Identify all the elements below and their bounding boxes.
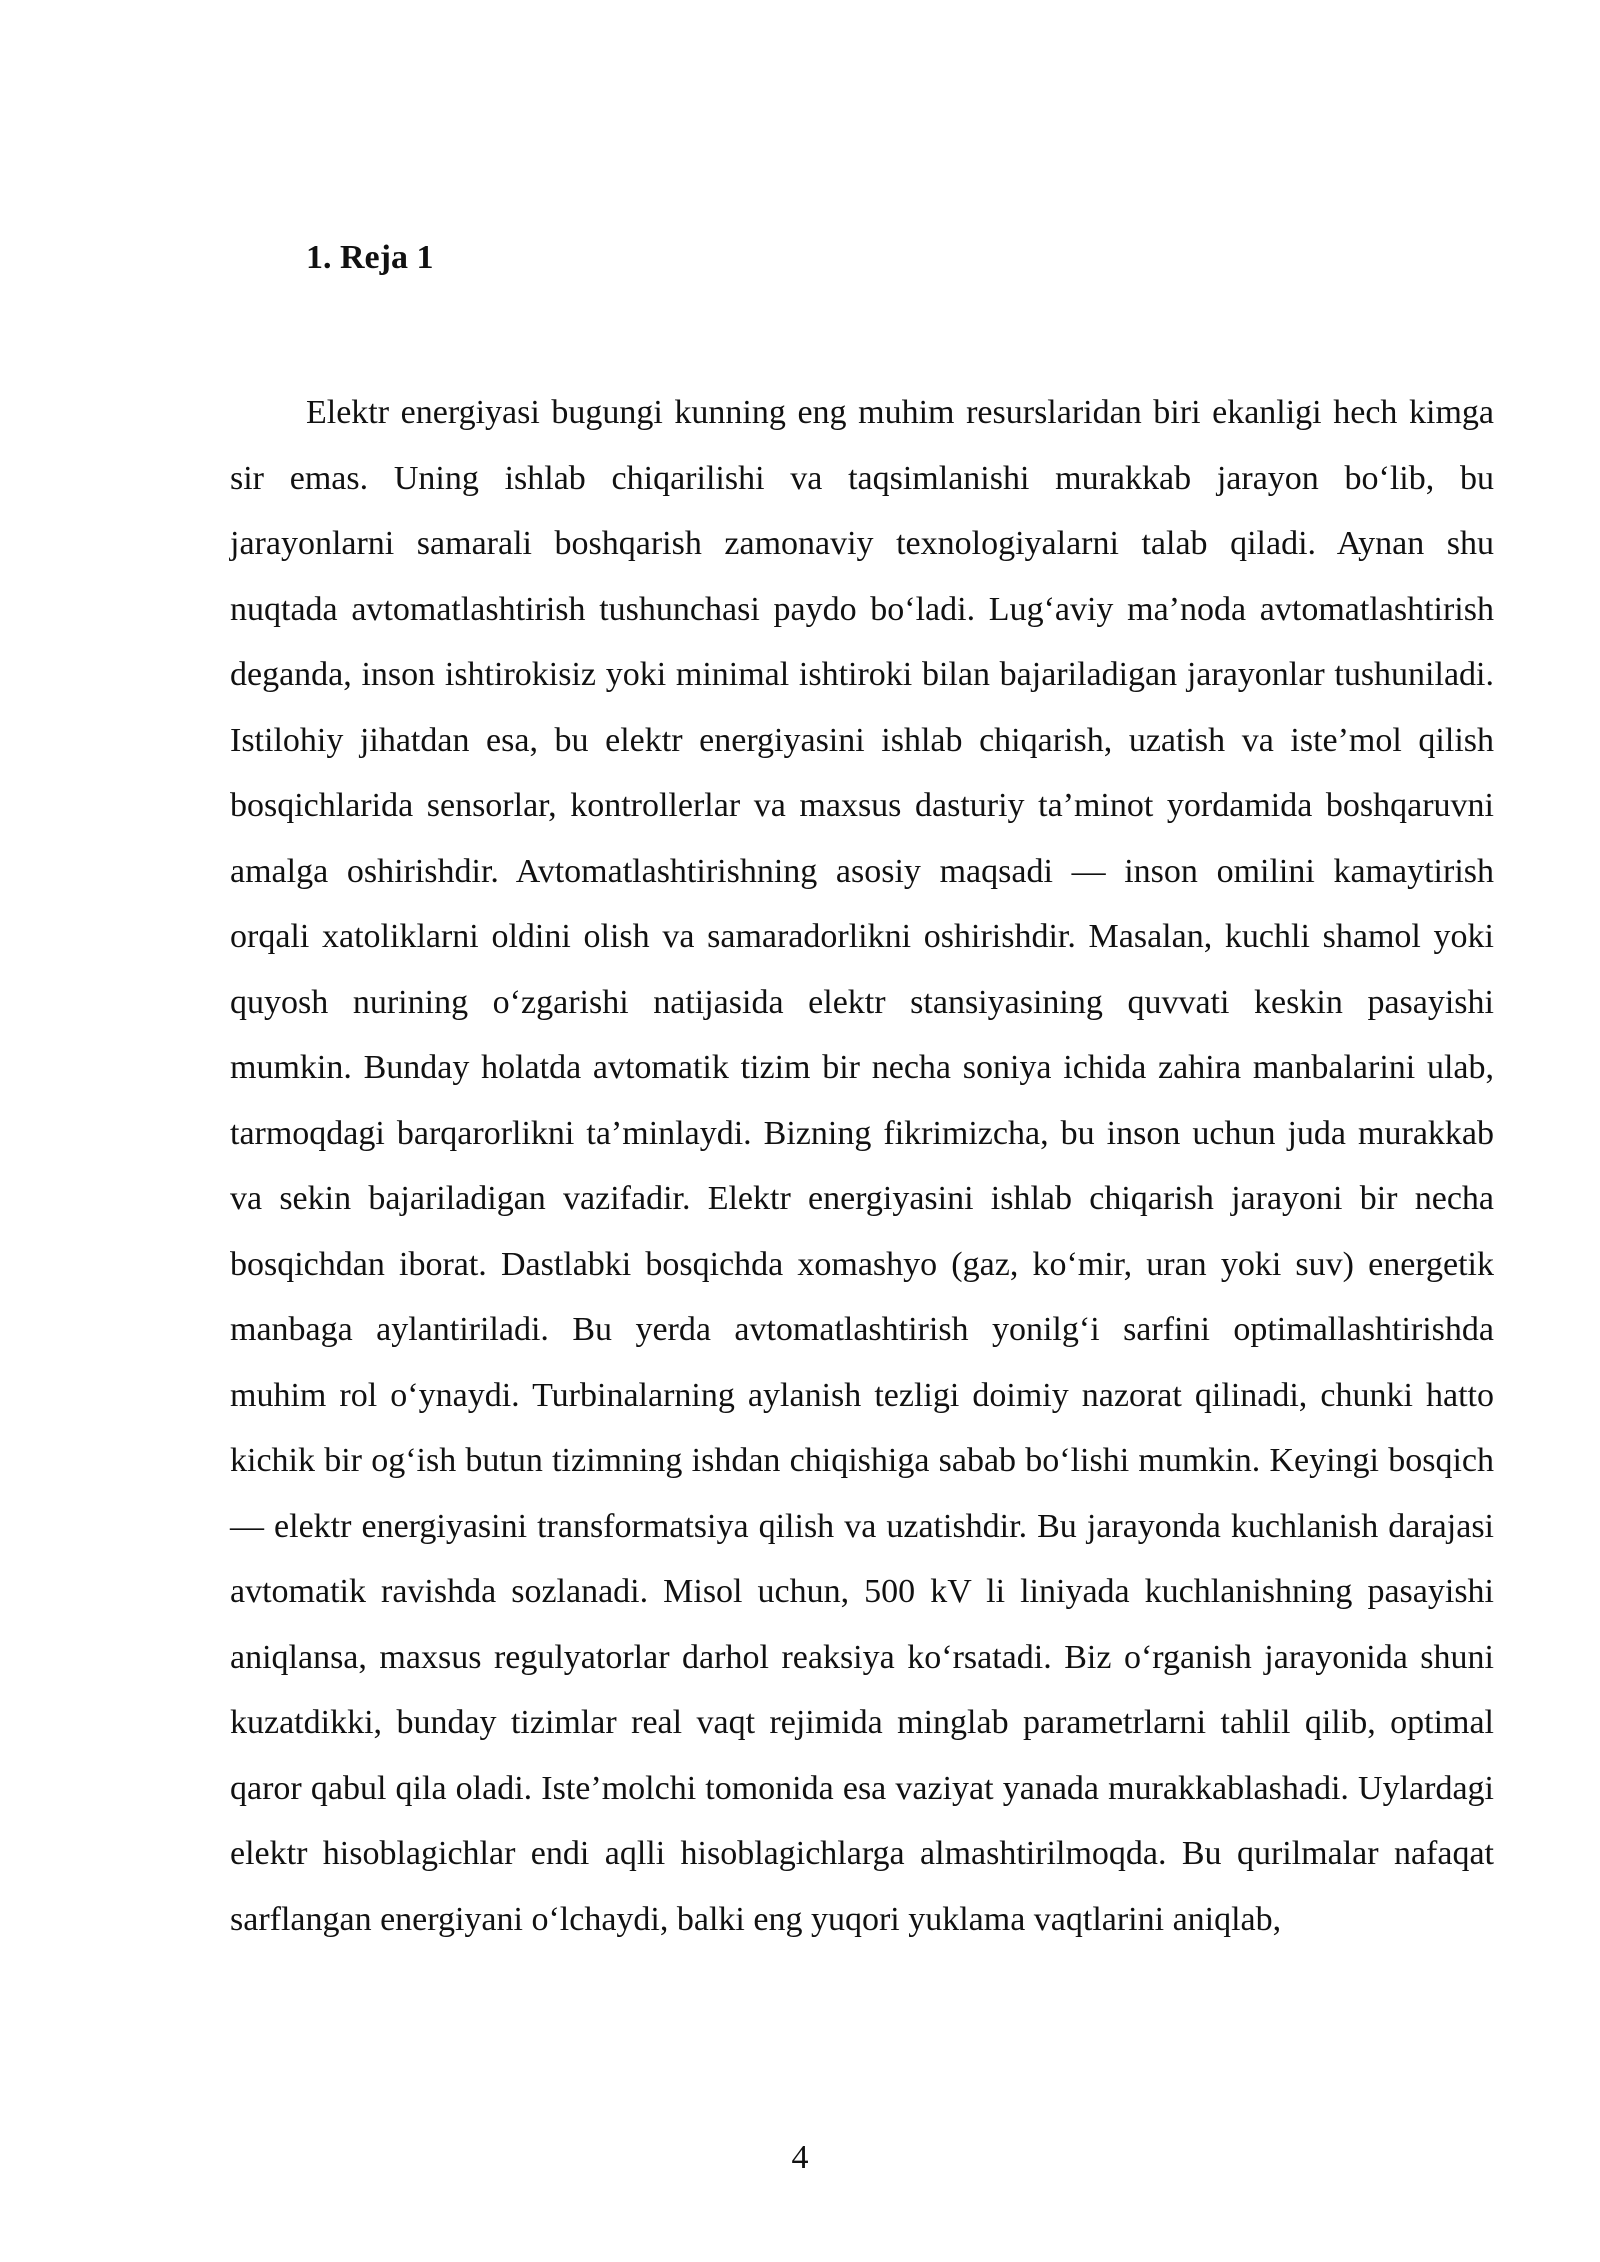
body-paragraph: Elektr energiyasi bugungi kunning eng muhim resurslaridan biri ekanligi hech kimga sir emas. Uning ishlab chiqarilishi va taqsimlanishi murakkab jarayon bo‘lib, bu jarayonlarni samarali boshqarish zamonaviy texnologiyalarni talab qiladi. Aynan shu nuqtada avtomatlashtirish tushunchasi paydo bo‘ladi. Lug‘aviy ma’noda avtomatlashtirish deganda, inson ishtirokisiz yoki minimal ishtiroki bilan bajariladigan jarayonlar tushuniladi. Istilohiy jihatdan esa, bu elektr energiyasini ishlab chiqarish, uzatish va iste’mol qilish bosqichlarida sensorlar, kontrollerlar va maxsus dasturiy ta’minot yordamida boshqaruvni amalga oshirishdir. Avtomatlashtirishning asosiy maqsadi — inson omilini kamaytirish orqali xatoliklarni oldini olish va samaradorlikni oshirishdir. Masalan, kuchli shamol yoki quyosh nurining o‘zgarishi natijasida elektr stansiyasining quvvati keskin pasayishi mumkin. Bunday holatda avtomatik tizim bir necha soniya ichida zahira manbalarini ulab, tarmoqdagi barqarorlikni ta’minlaydi. Bizning fikrimizcha, bu inson uchun juda murakkab va sekin bajariladigan vazifadir. Elektr energiyasini ishlab chiqarish jarayoni bir necha bosqichdan iborat. Dastlabki bosqichda xomashyo (gaz, ko‘mir, uran yoki suv) energetik manbaga aylantiriladi. Bu yerda avtomatlashtirish yonilg‘i sarfini optimallashtirishda muhim rol o‘ynaydi. Turbinalarning aylanish tezligi doimiy nazorat qilinadi, chunki hatto kichik bir og‘ish butun tizimning ishdan chiqishiga sabab bo‘lishi mumkin. Keyingi bosqich — elektr energiyasini transformatsiya qilish va uzatishdir. Bu jarayonda kuchlanish darajasi avtomatik ravishda sozlanadi. Misol uchun, 500 kV li liniyada kuchlanishning pasayishi aniqlansa, maxsus regulyatorlar darhol reaksiya ko‘rsatadi. Biz o‘rganish jarayonida shuni kuzatdikki, bunday tizimlar real vaqt rejimida minglab parametrlarni tahlil qilib, optimal qaror qabul qila oladi. Iste’molchi tomonida esa vaziyat yanada murakkablashadi. Uylardagi elektr hisoblagichlar endi aqlli hisoblagichlarga almashtirilmoqda. Bu qurilmalar nafaqat sarflangan energiyani o‘lchaydi, balki eng yuqori yuklama vaqtlarini aniqlab, [230, 394, 1494, 1938]
page-number: 4 [791, 2139, 809, 2176]
section-heading: 1. Reja 1 [306, 239, 434, 276]
